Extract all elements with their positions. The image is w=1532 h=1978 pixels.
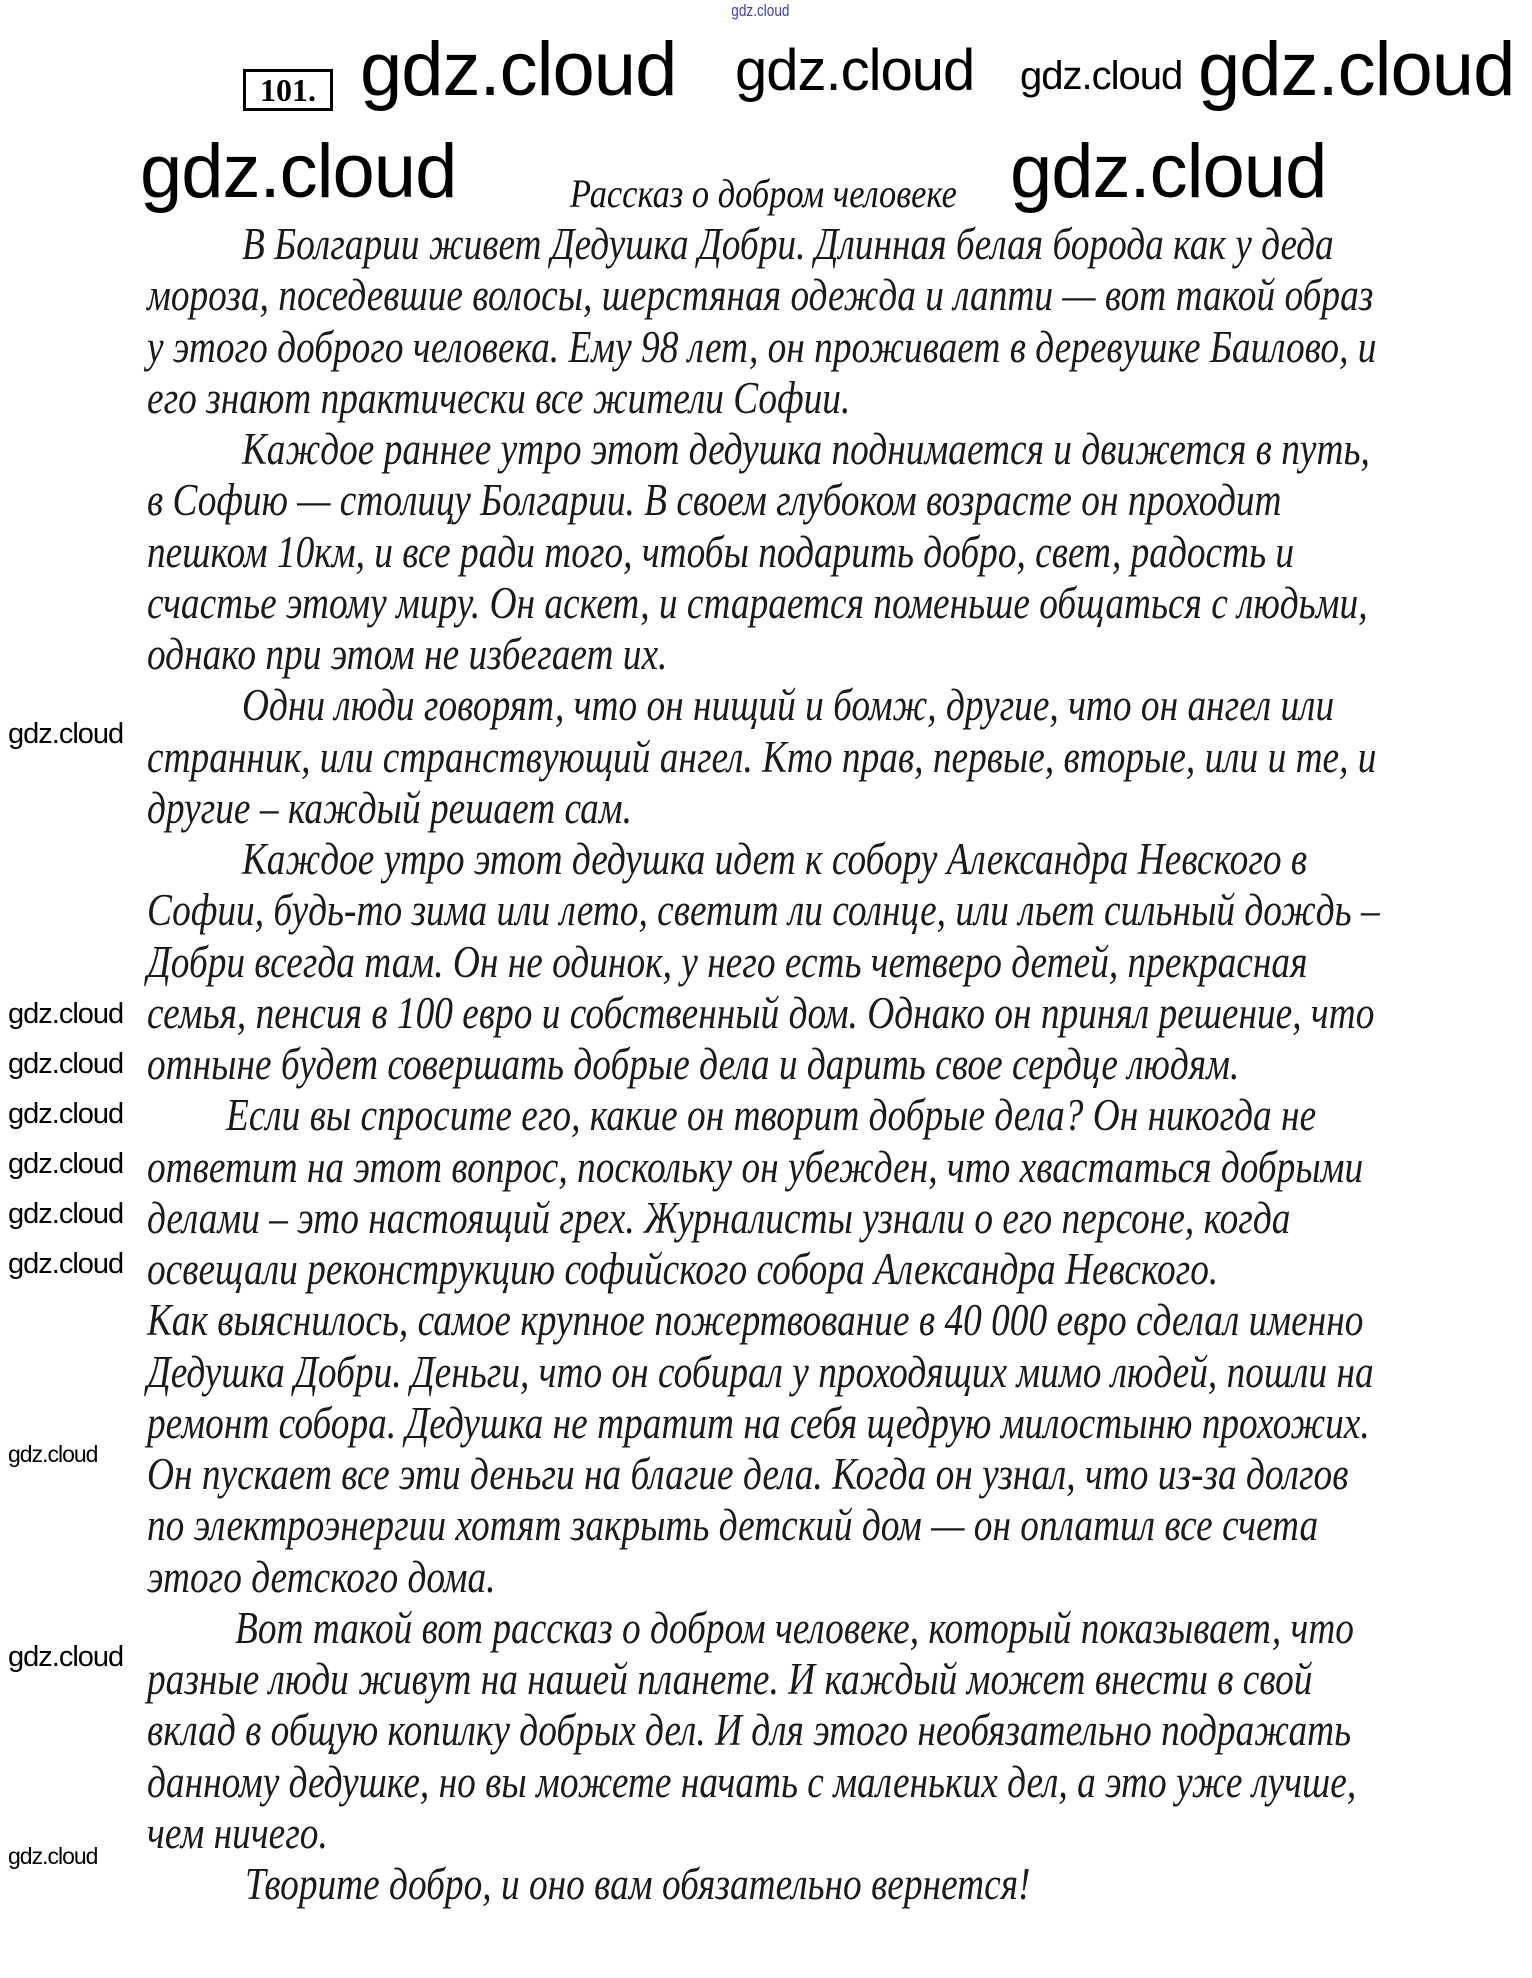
text-line: ремонт собора. Дедушка не тратит на себя щедрую милостыню прохожих.	[147, 1397, 1370, 1448]
text-line: Одни люди говорят, что он нищий и бомж, другие, что он ангел или	[242, 680, 1335, 731]
text-line: Вот такой вот рассказ о добром человеке, который показывает, что	[235, 1602, 1354, 1653]
text-line: семья, пенсия в 100 евро и собственный дом. Однако он принял решение, что	[147, 987, 1375, 1038]
watermark: gdz.cloud	[8, 1048, 124, 1080]
watermark: gdz.cloud	[8, 1843, 98, 1869]
watermark: gdz.cloud	[8, 1641, 124, 1673]
text-line: пешком 10км, и все ради того, чтобы подарить добро, свет, радость и	[147, 526, 1295, 577]
watermark: gdz.cloud	[735, 38, 975, 103]
text-line: другие – каждый решает сам.	[147, 782, 632, 833]
text-line: странник, или странствующий ангел. Кто прав, первые, вторые, или и те, и	[147, 731, 1377, 782]
exercise-number: 101.	[243, 69, 333, 111]
text-line: отныне будет совершать добрые дела и дарить свое сердце людям.	[147, 1039, 1240, 1089]
text-line: Софии, будь-то зима или лето, светит ли солнце, или льет сильный дождь –	[147, 885, 1380, 936]
text-line: Он пускает все эти деньги на благие дела. Когда он узнал, что из-за долгов	[147, 1449, 1349, 1499]
watermark: gdz.cloud	[360, 27, 677, 112]
watermark-top: gdz.cloud	[731, 1, 790, 20]
text-line: разные люди живут на нашей планете. И каждый может внести в свой	[147, 1654, 1313, 1704]
watermark: gdz.cloud	[8, 1148, 124, 1180]
text-line: по электроэнергии хотят закрыть детский дом — он оплатил все счета	[147, 1500, 1319, 1551]
story-title: Рассказ о добром человеке	[570, 171, 957, 216]
text-line: ответит на этот вопрос, поскольку он убежден, что хвастаться добрыми	[147, 1141, 1364, 1192]
watermark: gdz.cloud	[140, 129, 457, 214]
watermark: gdz.cloud	[8, 1441, 98, 1467]
text-line: данному дедушке, но вы можете начать с маленьких дел, а это уже лучше,	[147, 1756, 1357, 1807]
watermark: gdz.cloud	[8, 998, 124, 1030]
watermark: gdz.cloud	[8, 1248, 124, 1280]
text-line: его знают практически все жители Софии.	[147, 372, 851, 423]
text-line: Каждое утро этот дедушка идет к собору Александра Невского в	[242, 834, 1308, 884]
text-line: Как выяснилось, самое крупное пожертвование в 40 000 евро сделал именно	[147, 1295, 1364, 1346]
text-line: счастье этому миру. Он аскет, и старается поменьше общаться с людьми,	[147, 577, 1368, 628]
text-line: делами – это настоящий грех. Журналисты узнали о его персоне, когда	[147, 1192, 1291, 1243]
text-line: Дедушка Добри. Деньги, что он собирал у проходящих мимо людей, пошли на	[147, 1346, 1374, 1397]
text-line: В Болгарии живет Дедушка Добри. Длинная белая борода как у деда	[242, 219, 1334, 269]
watermark: gdz.cloud	[8, 1098, 124, 1130]
text-line: в Софию — столицу Болгарии. В своем глубоком возрасте он проходит	[147, 475, 1282, 526]
text-line: Творите добро, и оно вам обязательно вернется!	[245, 1859, 1031, 1909]
watermark: gdz.cloud	[1020, 54, 1183, 98]
text-line: Добри всегда там. Он не одинок, у него есть четверо детей, прекрасная	[147, 936, 1308, 987]
text-line: Если вы спросите его, какие он творит добрые дела? Он никогда не	[226, 1090, 1317, 1141]
text-line: у этого доброго человека. Ему 98 лет, он проживает в деревушке Баилово, и	[147, 321, 1377, 372]
text-line: мороза, поседевшие волосы, шерстяная одежда и лапти — вот такой образ	[147, 270, 1374, 321]
text-line: однако при этом не избегает их.	[147, 629, 668, 679]
text-line: Каждое раннее утро этот дедушка поднимается и движется в путь,	[242, 424, 1370, 474]
text-line: этого детского дома.	[147, 1551, 496, 1602]
text-line: вклад в общую копилку добрых дел. И для этого необязательно подражать	[147, 1705, 1352, 1756]
watermark: gdz.cloud	[8, 718, 124, 750]
watermark: gdz.cloud	[1198, 27, 1515, 112]
text-line: чем ничего.	[147, 1807, 328, 1858]
text-line: освещали реконструкцию софийского собора Александра Невского.	[147, 1244, 1219, 1294]
watermark: gdz.cloud	[8, 1198, 124, 1230]
watermark: gdz.cloud	[1010, 129, 1327, 214]
